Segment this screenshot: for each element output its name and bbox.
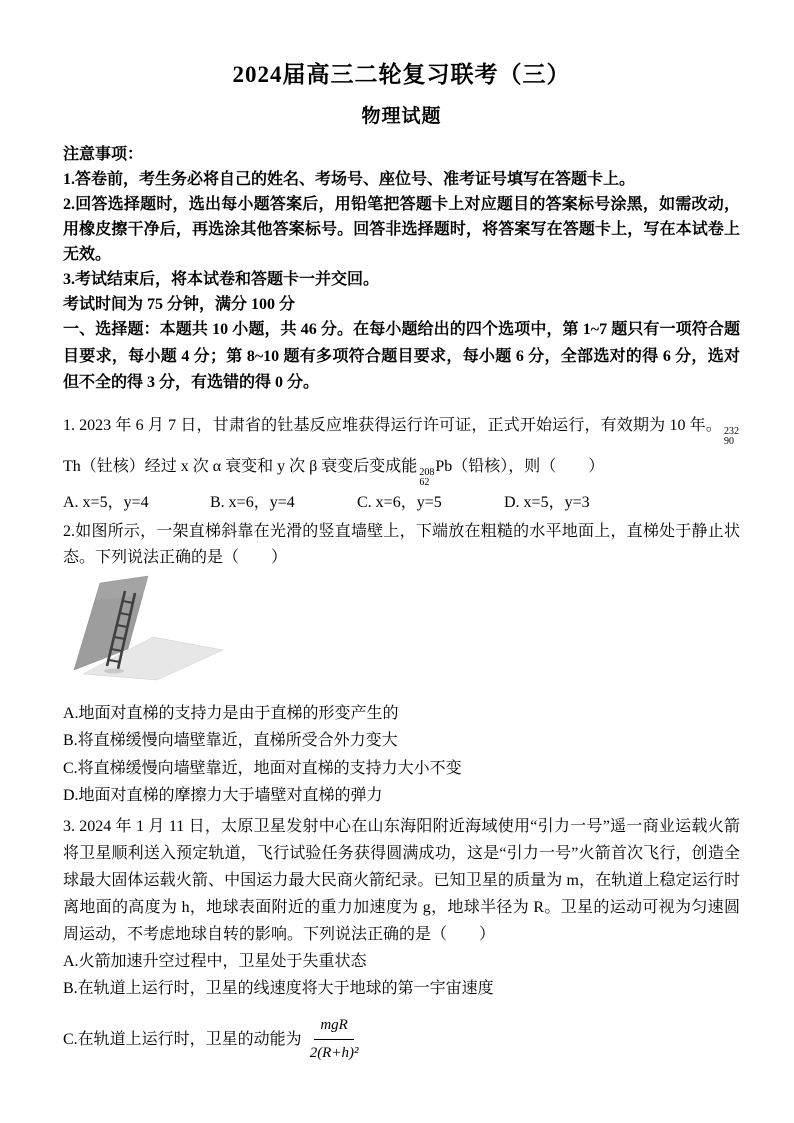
pb-symbol: Pb	[435, 457, 453, 475]
question-2-text: 2.如图所示，一架直梯斜靠在光滑的竖直墙壁上，下端放在粗糙的水平地面上，直梯处于静止状态。下列说法正确的是（ ）	[63, 522, 740, 566]
th-mass-number: 232	[724, 425, 739, 437]
pb-mass-number: 208	[419, 466, 435, 478]
fraction-denominator: 2(R+h)²	[309, 1044, 359, 1061]
q3-option-c	[63, 1013, 740, 1066]
ladder-shadow	[104, 668, 124, 673]
ladder-figure-svg	[69, 573, 237, 691]
question-1-text	[63, 406, 740, 488]
question-2-options	[63, 700, 740, 810]
q2-option-c: C.将直梯缓慢向墙壁靠近，地面对直梯的支持力大小不变	[63, 759, 462, 777]
q1-text-post: （铅核），则（ ）	[452, 457, 605, 475]
q1-option-c: C. x=6，y=5	[357, 493, 442, 511]
question-3-text: 3. 2024 年 1 月 11 日，太原卫星发射中心在山东海阳附近海域使用“引力一号”遥一商业运载火箭将卫星顺利送入预定轨道，飞行试验任务获得圆满成功，这是“引力一号”火箭首次飞行，创造全球最大固体运载火箭、中国运力最大民商火箭纪录。已知卫星的质量为 m，在轨道上稳定运行时离地面的高度为 h，地球表面附近的重力加速度为 g，地球半径为 R。卫星的运动可视为匀速圆周运动，不考虑地球自转的影响。下列说法正确的是（ ）	[63, 817, 740, 943]
q2-option-d: D.地面对直梯的摩擦力大于墙壁对直梯的弹力	[63, 787, 383, 804]
pb-atomic-number: 62	[419, 476, 430, 488]
th-atomic-number: 90	[724, 435, 734, 447]
question-1-options	[63, 490, 740, 515]
th-symbol: Th	[63, 457, 81, 475]
q1-option-d: D. x=5，y=3	[504, 493, 590, 511]
exam-info: 考试时间为 75 分钟，满分 100 分	[63, 296, 296, 313]
q1-text-mid: （钍核）经过 x 次 α 衰变和 y 次 β 衰变后变成能	[80, 457, 418, 475]
q1-text-pre: 1. 2023 年 6 月 7 日，甘肃省的钍基反应堆获得运行许可证，正式开始运行，有效期为 10 年。	[63, 416, 722, 434]
ladder-figure	[69, 573, 740, 696]
fraction-numerator: mgR	[314, 1013, 354, 1040]
notice-section	[63, 142, 740, 317]
page-title: 2024届高三二轮复习联考（三）	[232, 62, 571, 87]
nuclide-th	[724, 427, 739, 447]
q3-option-b: B.在轨道上运行时，卫星的线速度将大于地球的第一宇宙速度	[63, 980, 494, 997]
notice-item-3: 3.考试结束后，将本试卷和答题卡一并交回。	[63, 271, 380, 288]
notice-heading: 注意事项：	[63, 146, 144, 163]
kinetic-energy-fraction	[308, 1013, 361, 1066]
notice-item-1: 1.答卷前，考生务必将自己的姓名、考场号、座位号、准考证号填写在答题卡上。	[63, 171, 636, 188]
q2-option-b: B.将直梯缓慢向墙壁靠近，直梯所受合外力变大	[63, 732, 398, 749]
notice-item-2: 2.回答选择题时，选出每小题答案后，用铅笔把答题卡上对应题目的答案标号涂黑，如需改动，用橡皮擦干净后，再选涂其他答案标号。回答非选择题时，将答案写在答题卡上，写在本试卷上无效。	[63, 196, 740, 263]
q2-option-a: A.地面对直梯的支持力是由于直梯的形变产生的	[63, 704, 399, 722]
q3-option-c-text: C.在轨道上运行时，卫星的动能为	[63, 1030, 302, 1048]
q3-option-a: A.火箭加速升空过程中，卫星处于失重状态	[63, 952, 367, 970]
q1-option-b: B. x=6，y=4	[210, 493, 295, 511]
page-subtitle: 物理试题	[361, 106, 442, 127]
section-1-heading: 一、选择题：本题共 10 小题，共 46 分。在每小题给出的四个选项中，第 1~7 题只有一项符合题目要求，每小题 4 分；第 8~10 题有多项符合题目要求，每小题 6 分，全部选对的得 6 分，选对但不全的得 3 分，有选错的得 0 分。	[63, 321, 740, 391]
nuclide-pb	[419, 468, 434, 488]
q1-option-a: A. x=5，y=4	[63, 493, 149, 511]
